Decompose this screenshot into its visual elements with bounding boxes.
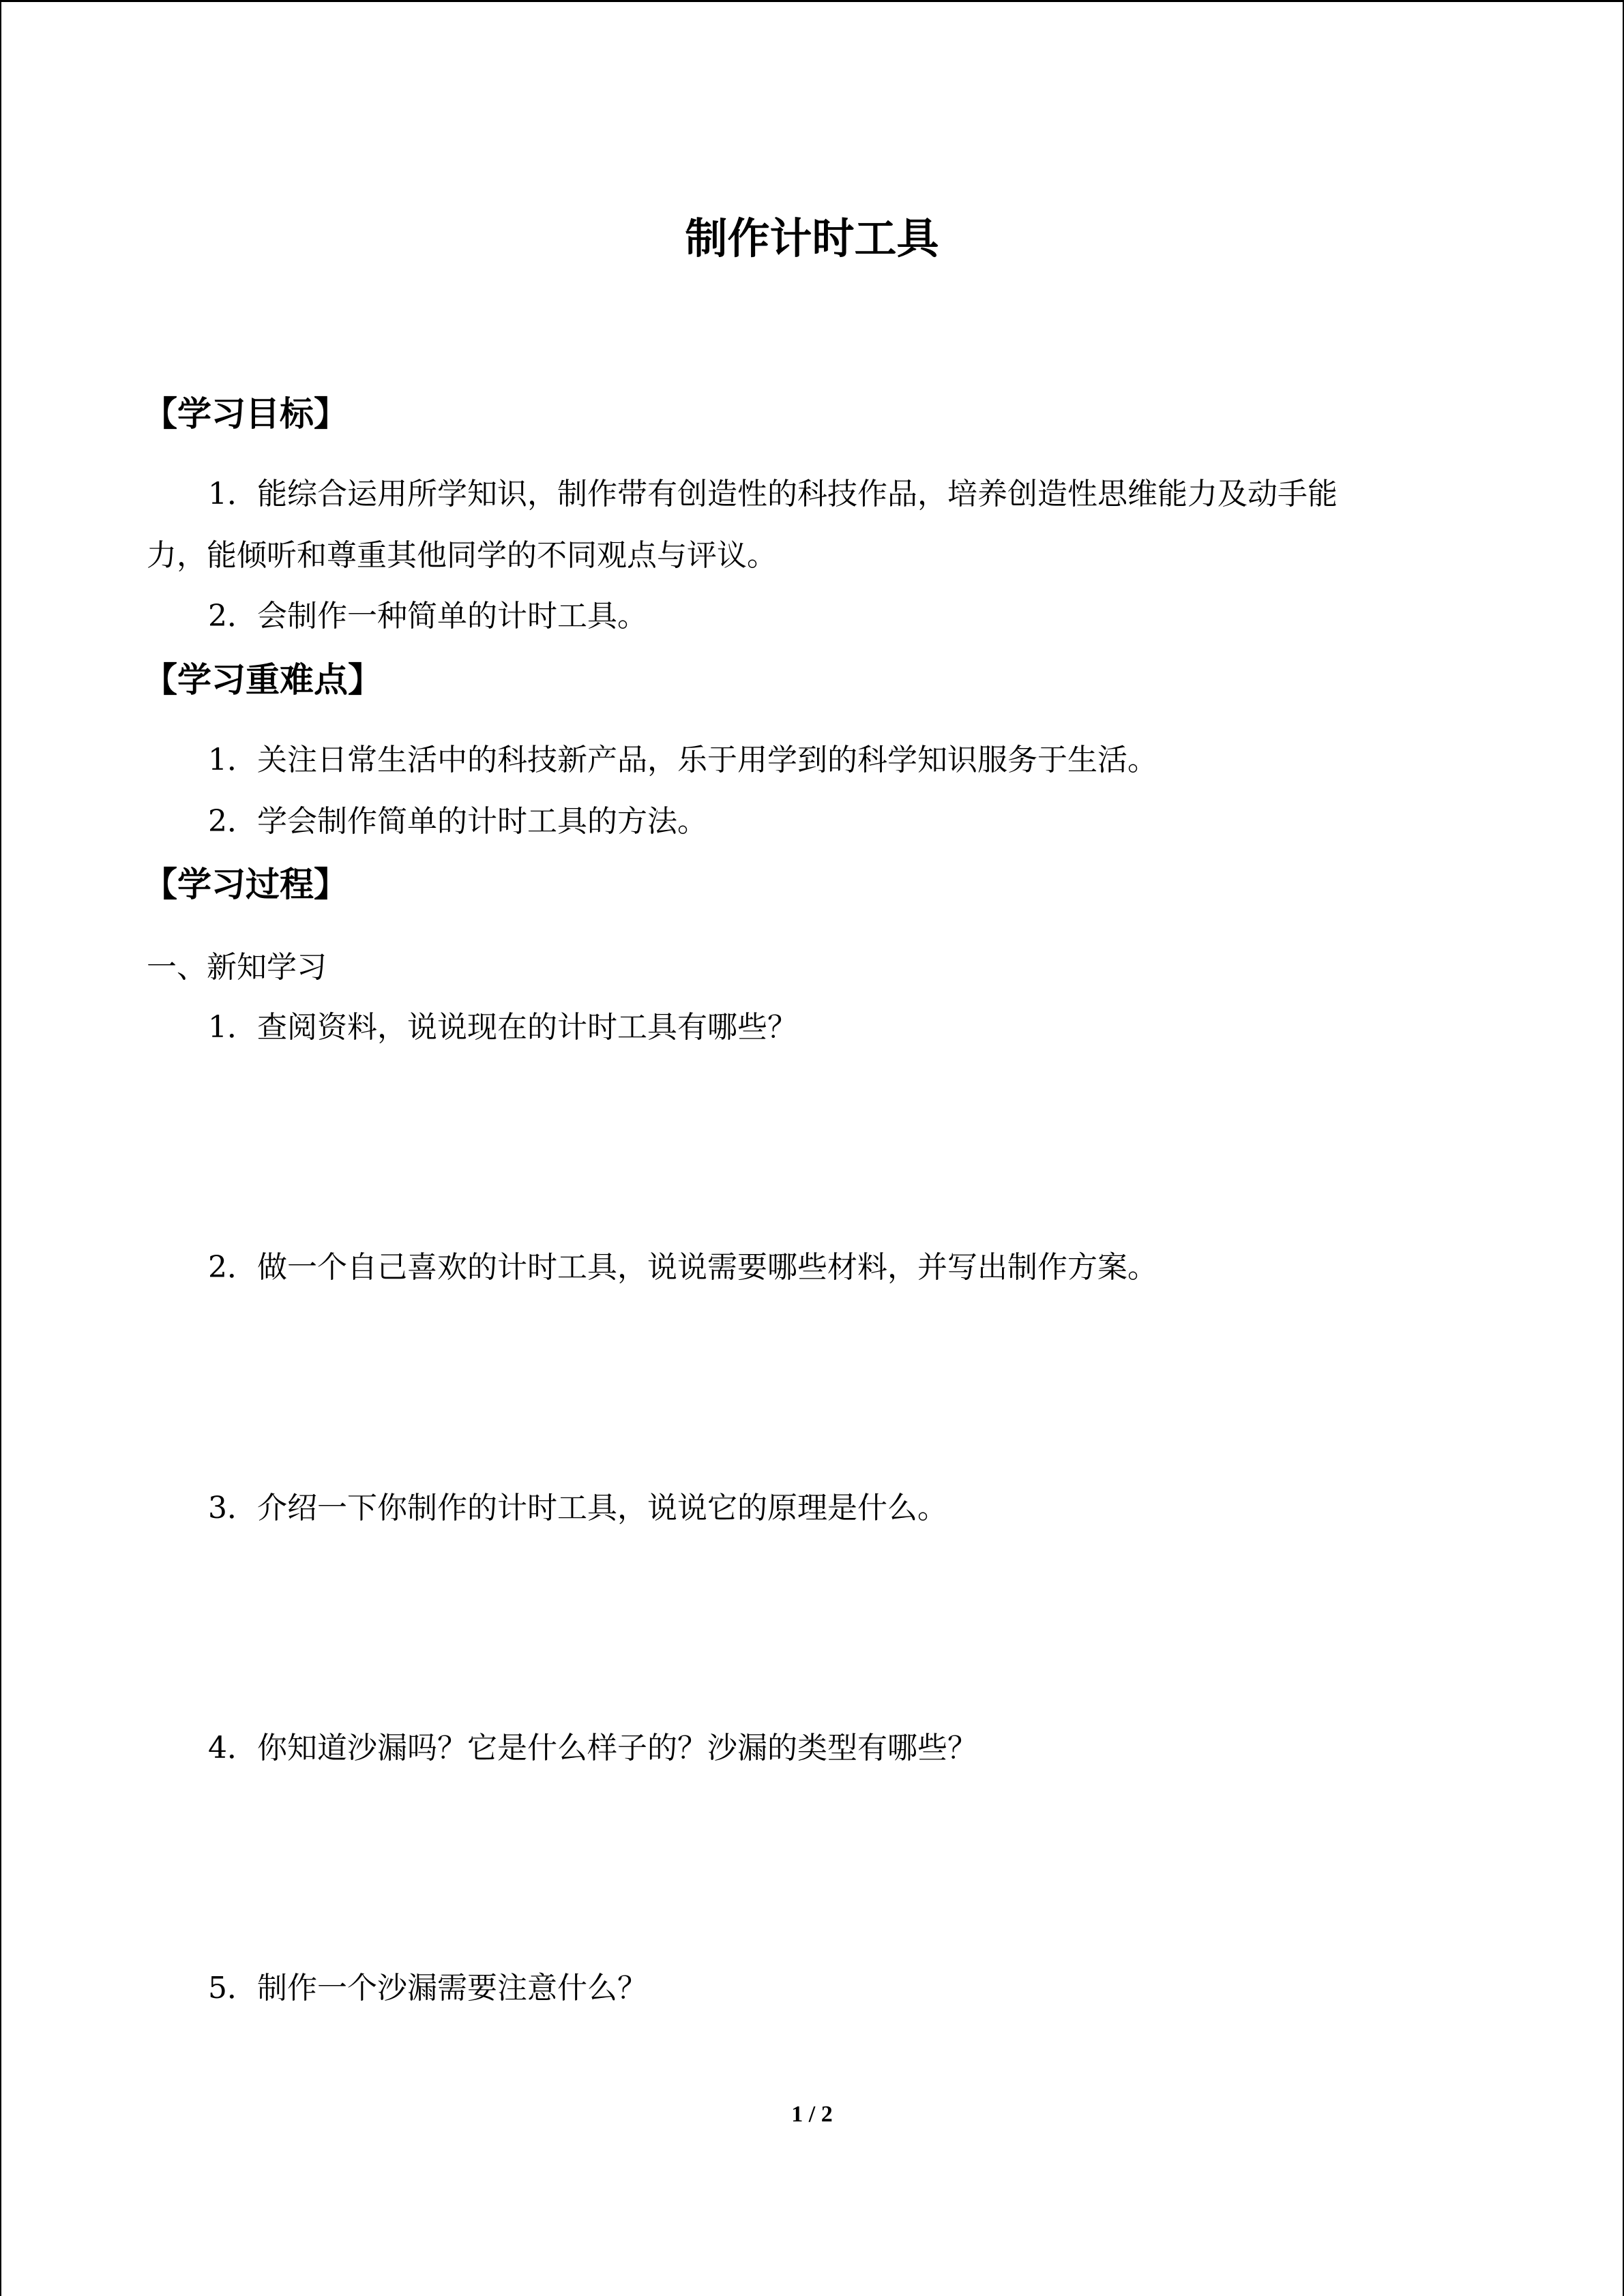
page-number: 1 / 2 — [791, 2102, 833, 2127]
process-subheading: 一、新知学习 — [147, 950, 327, 985]
section-heading-goals: 【学习目标】 — [143, 394, 348, 434]
key-point-item-1: 1．关注日常生活中的科技新产品，乐于用学到的科学知识服务于生活。 — [208, 743, 1157, 777]
question-5: 5．制作一个沙漏需要注意什么？ — [208, 1971, 647, 2006]
section-heading-process: 【学习过程】 — [143, 865, 348, 904]
page-border-left — [0, 0, 1, 2296]
question-3: 3．介绍一下你制作的计时工具，说说它的原理是什么。 — [208, 1491, 947, 1525]
question-1: 1．查阅资料，说说现在的计时工具有哪些？ — [208, 1010, 797, 1045]
goal-item-1-line-2: 力，能倾听和尊重其他同学的不同观点与评议。 — [147, 538, 777, 573]
goal-item-1-line-1: 1．能综合运用所学知识，制作带有创造性的科技作品，培养创造性思维能力及动手能 — [208, 477, 1338, 511]
goal-item-2: 2．会制作一种简单的计时工具。 — [208, 599, 647, 633]
key-point-item-2: 2．学会制作简单的计时工具的方法。 — [208, 804, 707, 839]
section-heading-key-points: 【学习重难点】 — [143, 660, 382, 700]
page-title: 制作计时工具 — [685, 213, 939, 263]
question-4: 4．你知道沙漏吗？它是什么样子的？沙漏的类型有哪些？ — [208, 1731, 977, 1765]
question-2: 2．做一个自己喜欢的计时工具，说说需要哪些材料，并写出制作方案。 — [208, 1250, 1157, 1285]
page-border-top — [0, 0, 1624, 2]
